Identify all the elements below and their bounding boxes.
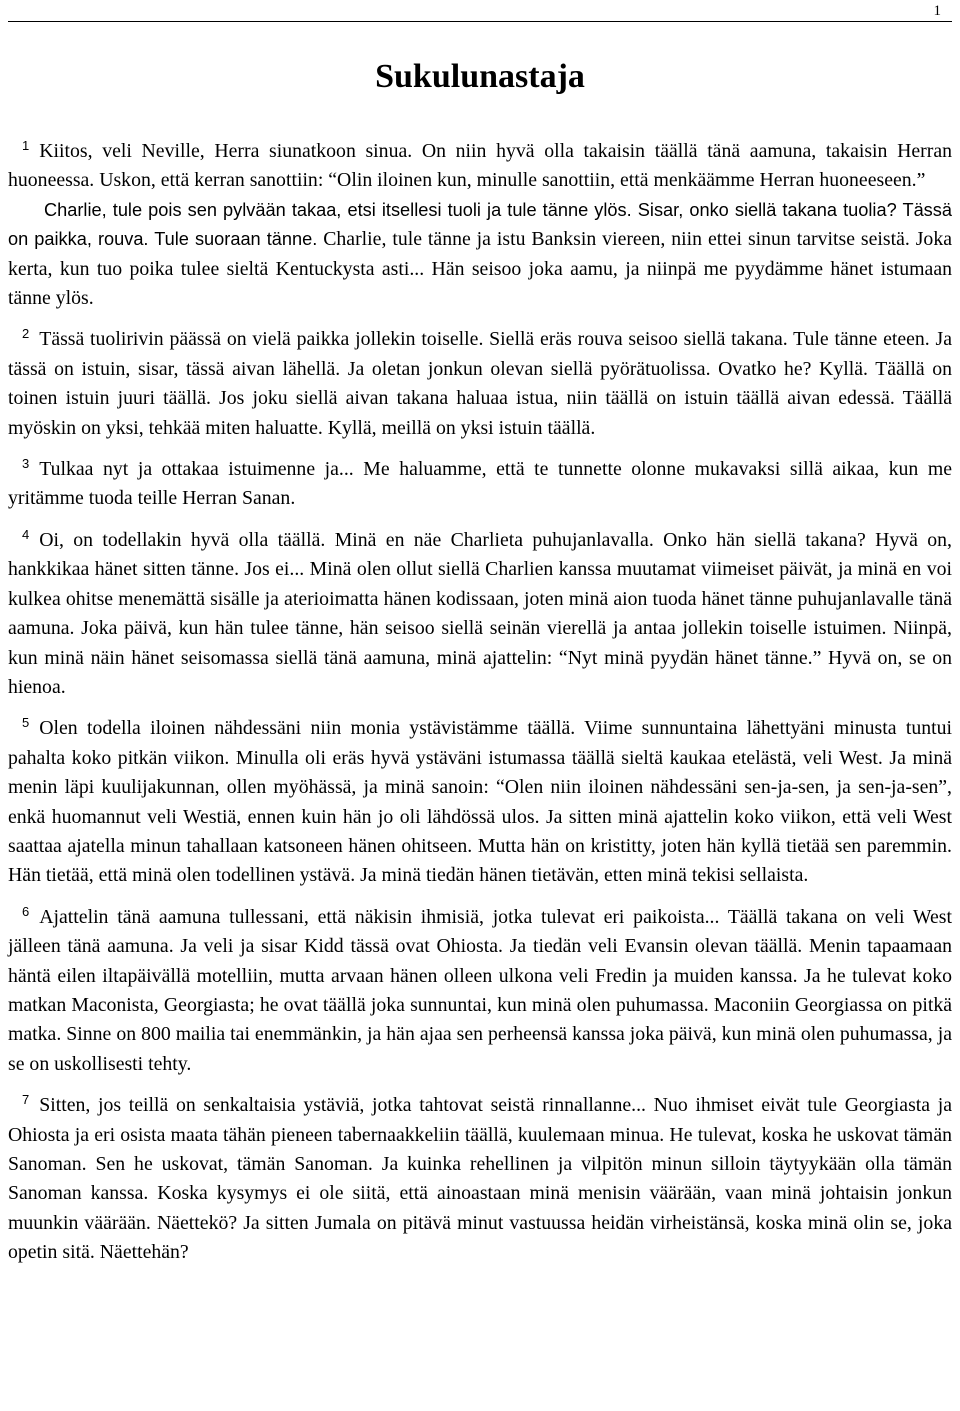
paragraph-text: Sitten, jos teillä on senkaltaisia ystäviä, jotka tahtovat seistä rinnallanne... Nuo ihmiset eivät tule Georgiasta ja Ohiosta ja eri osista maata tähän pieneen tabernaakkeliin täällä, kuulemaan minua. He tulevat, koska he uskovat tämän Sanoman. Sen he uskovat, tämän Sanoman. Ja kuinka rehellinen ja vilpitön minun silloin täytyykään olla tämän Sanoman kanssa. Koska kysymys ei ole siitä, että ainoastaan minä menisin väärään, vaan minä johtaisin jonkun muunkin väärään. Näettekö? Ja sitten Jumala on pitävä minut vastuussa heidän virheistänsä, koska minä olin se, joka opetin sitä. Näettehän?: [8, 1094, 952, 1264]
paragraph-4: [8, 526, 952, 702]
paragraph-6: [8, 903, 952, 1079]
paragraph-number: 1: [22, 138, 30, 153]
paragraph-3: [8, 455, 952, 514]
header-rule: [8, 21, 952, 22]
paragraph-text: Ajattelin tänä aamuna tullessani, että näkisin ihmisiä, jotka tulevat eri paikoista... Täällä takana on veli West jälleen tänä aamuna. Ja veli ja sisar Kidd tässä ovat Ohiosta. Ja tiedän veli Evansin olevan täällä. Menin tapaamaan häntä eilen iltapäivällä motelliin, mutta arvaan hänen olleen ulkona veli Fredin ja muiden kanssa. Ja he tulevat koko matkan Maconista, Georgiasta; he ovat täällä joka sunnuntai, kun minä olen puhumassa. Maconiin Georgiassa on pitkä matka. Sinne on 800 mailia tai enemmänkin, ja hän ajaa sen perheensä kanssa joka päivä, kun minä olen puhumassa, ja se on uskollisesti tehty.: [8, 905, 952, 1075]
paragraph-number: 5: [22, 715, 30, 731]
paragraph-text: Kiitos, veli Neville, Herra siunatkoon sinua. On niin hyvä olla takaisin täällä tänä aamuna, takaisin Herran huoneessa. Uskon, että kerran sanottiin: “Olin iloinen kun, minulle sanottiin, että menkäämme Herran huoneeseen.”: [8, 140, 952, 192]
paragraph-number: 4: [22, 526, 30, 542]
paragraph-text: Tässä tuolirivin päässä on vielä paikka jollekin toiselle. Siellä eräs rouva seisoo siellä takana. Tule tänne eteen. Ja tässä on istuin, sisar, tässä aivan lähellä. Ja oletan jonkun olevan siellä pyörätuolissa. Ovatko he? Kyllä. Täällä on toinen istuin juuri täällä. Jos joku siellä aivan takana haluaa istua, niin täällä on istuin täällä aivan edessä. Täällä myöskin on yksi, tehkää miten haluatte. Kyllä, meillä on yksi istuin täällä.: [8, 328, 952, 439]
paragraph-text: Olen todella iloinen nähdessäni niin monia ystävistämme täällä. Viime sunnuntaina lähettyäni minusta tuntui pahalta koko pitkän viikon. Minulla oli eräs hyvä ystäväni istumassa täällä sieltä kaukaa etelästä, veli West. Ja minä menin läpi kuulijakunnan, ollen myöhässä, ja minä sanoin: “Olen niin iloinen nähdessäni sen-ja-sen, ja sen-ja-sen”, enkä huomannut veli Westiä, ennen kuin hän jo oli lähdössä ulos. Ja sitten minä ajattelin koko viikon, että veli West saattaa ajatella minun tahallaan katsoneen hänen ohitseen. Mutta hän on kristitty, joten hän kyllä tietää sen paremmin. Hän tietää, että minä olen todellinen ystävä. Ja minä tiedän hänen tietävän, etten minä tekisi sellaista.: [8, 717, 952, 887]
paragraph-number: 2: [22, 326, 30, 342]
paragraph-2: [8, 325, 952, 443]
page-number: 1: [933, 3, 941, 19]
paragraph-text: Oi, on todellakin hyvä olla täällä. Minä en näe Charlieta puhujanlavalla. Onko hän siellä takana? Hyvä on, hankkikaa hänet sitten tänne. Jos ei... Minä olen ollut siellä Charlien kanssa muutamat viimeiset päivät, ja minä en voi kulkea ohitse menemättä sisälle ja aterioimatta hänen kodissaan, joten minä aion tuoda hänet tänne puhujanlavalle tänä aamuna. Joka päivä, kun hän tulee tänne, hän seisoo siellä seinän vierellä ja antaa jollekin toiselle istuimen. Niinpä, kun minä näin hänet seisomassa siellä tänä aamuna, minä ajattelin: “Nyt minä pyydän hänet tänne.” Hyvä on, se on hienoa.: [8, 528, 952, 698]
paragraph-7: [8, 1091, 952, 1267]
paragraph-text-sans: Charlie, tule pois sen pylvään takaa, etsi itsellesi tuoli ja tule tänne ylös. Sisar, onko siellä takana tuolia? Tässä on paikka, rouva. Tule suoraan tänne.: [8, 199, 952, 250]
paragraph-number: 7: [22, 1092, 30, 1108]
document-body: [8, 137, 952, 1280]
page-title: Sukulunastaja: [375, 58, 585, 95]
paragraph-1: [8, 137, 952, 313]
paragraph-text: Tulkaa nyt ja ottakaa istuimenne ja... Me haluamme, että te tunnette olonne mukavaksi sillä aikaa, kun me yritämme tuoda teille Herran Sanan.: [8, 458, 952, 510]
paragraph-number: 6: [22, 903, 30, 919]
paragraph-number: 3: [22, 456, 30, 472]
paragraph-5: [8, 714, 952, 890]
paragraph-text: Charlie, tule tänne ja istu Banksin viereen, niin ettei sinun tarvitse seistä. Joka kerta, kun tuo poika tulee sieltä Kentuckysta asti... Hän seisoo joka aamu, ja niinpä me pyydämme hänet istumaan tänne ylös.: [8, 228, 952, 310]
